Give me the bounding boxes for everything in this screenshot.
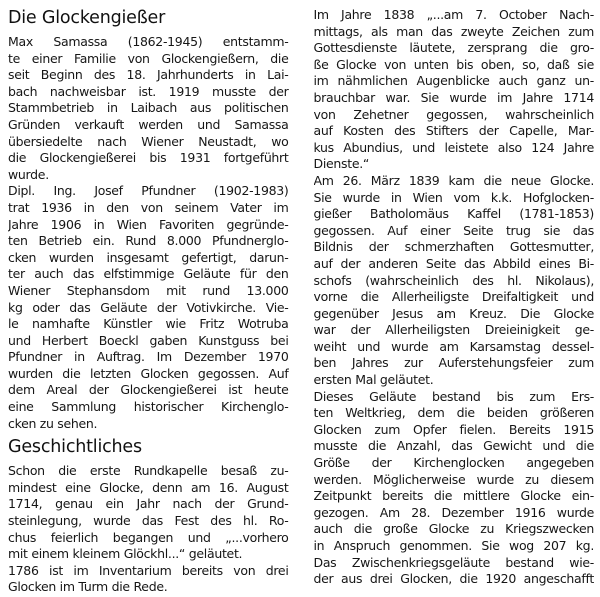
text-line: ersten Mal geläutet. [313,372,434,388]
text-line: Das Zwischenkriegsgeläute bestand wie- [313,554,594,570]
text-line: Pfundner in Auftrag. Im Dezember 1970 [8,349,289,365]
paragraph [314,7,595,173]
text-line: 1714, genau ein Jahr nach der Grund- [8,496,289,512]
text-line: trat 1936 in den von seinem Vater im [8,199,289,215]
text-line: übersiedelte nach Wiener Neustadt, wo [8,133,289,149]
text-line: kg oder das Geläute der Votivkirche. Vie- [8,299,289,315]
text-line: die Glockengießerei bis 1931 fortgeführt [8,150,289,166]
text-line: schofs (wahrscheinlich des hl. Nikolaus), [313,272,594,288]
text-line: der aus drei Glocken, die 1920 angeschafft [313,571,594,587]
text-line: Größe der Kirchenglocken angegeben [313,455,594,471]
text-line: Sie wurde in Wien vom k.k. Hofglocken- [313,189,594,205]
text-line: Gottesdienste läutete, zersprang die gro- [313,40,594,56]
text-line: und Herbert Boeckl gaben Kunstguss bei [8,332,289,348]
text-line: Wiener Stephansdom mit rund 13.000 [8,282,289,298]
text-line: auf der anderen Seite das Abbild eines Bi- [313,255,594,271]
text-line: war der Allerheiligsten Dreieinigkeit ge- [313,322,594,338]
text-line: Dienste.“ [313,156,370,172]
text-line: wurden die letzten Glocken gegossen. Auf [8,365,289,381]
text-line: eine Sammlung historischer Kirchenglo- [8,399,289,415]
text-line: vorne die Allerheiligste Dreifaltigkeit und [313,289,594,305]
text-line: Zeitpunkt bereits die mittlere Glocke ein- [313,488,594,504]
text-line: Dipl. Ing. Josef Pfundner (1902-1983) [8,183,289,199]
text-line: Dieses Geläute bestand bis zum Ers- [313,388,594,404]
text-line: musste die Anzahl, das Gewicht und die [313,438,594,454]
paragraph [8,34,289,183]
text-line: Glocken zum Opfer fielen. Bereits 1915 [313,421,594,437]
paragraph [8,463,289,563]
text-line: mittags, als man das zweyte Zeichen zum [313,23,594,39]
text-line: bach nachweisbar ist. 1919 musste der [8,83,289,99]
section-heading: Geschichtliches [8,437,142,458]
text-line: mit einem kleinem Glöckhl...“ geläutet. [8,546,243,562]
text-line: ben Jahres zur Auferstehungsfeier zum [313,355,594,371]
text-line: Schon die erste Rundkapelle besaß zu- [8,463,289,479]
text-line: von Zehetner gegossen, wahrscheinlich [313,106,594,122]
paragraph [314,173,595,389]
paragraph [8,563,289,596]
text-line: chus feierlich begangen und „...vorhero [8,529,289,545]
text-line: im nähmlichen Augenblicke auch ganz un- [313,73,594,89]
text-line: Glocken im Turm die Rede. [8,579,168,595]
text-line: te einer Familie von Glockengießern, die [8,50,289,66]
text-line: gegenüber Jesus am Kreuz. Die Glocke [313,305,594,321]
text-line: in Anspruch genommen. Sie wog 207 kg. [313,538,594,553]
text-line: kus Abundius, und leistete also 124 Jahre [313,139,594,155]
text-line: dem Areal der Glockengießerei ist heute [8,382,289,398]
text-line: auch die große Glocke zu Kriegszwecken [313,521,594,537]
text-line: ße Glocke von unten bis oben, so, daß sie [313,56,594,72]
text-line: Gründen verkauft werden und Samassa [8,116,289,132]
text-line: weiht und wurde am Karsamstag dessel- [313,338,594,354]
text-line: 1786 ist im Inventarium bereits von drei [8,562,289,578]
text-line: gegossen. Auf einer Seite trug sie das [313,222,594,238]
text-line: ten Betrieb ein. Rund 8.000 Pfundnerglo- [8,233,289,249]
text-column-left [8,7,289,597]
text-line: Jahre 1906 in Wien Favoriten gegründe- [8,216,289,232]
text-line: gießer Batholomäus Kaffel (1781-1853) [313,206,594,222]
text-line: cken wurden insgesamt gefertigt, darun- [8,249,289,265]
text-line: Am 26. März 1839 kam die neue Glocke. [313,172,594,188]
text-line: cken zu sehen. [8,415,98,431]
paragraph [8,183,289,432]
text-line: le namhafte Künstler wie Fritz Wotruba [8,316,289,332]
text-line: wurde. [8,166,49,182]
text-line: seit Beginn des 18. Jahrhunderts in Lai- [8,67,289,83]
paragraph [314,389,595,588]
text-line: steinlegung, wurde das Fest des hl. Ro- [8,513,289,529]
text-line: Stammbetrieb in Laibach aus politischen [8,100,289,116]
text-line: mindest eine Glocke, denn am 16. August [8,479,289,495]
text-line: brauchbar war. Sie wurde im Jahre 1714 [313,89,594,105]
text-line: Max Samassa (1862-1945) entstamm- [8,34,289,49]
text-line: auf Kosten des Stifters der Capelle, Mar- [313,123,594,139]
section-heading: Die Glockengießer [8,8,166,28]
text-line: gezogen. Am 28. Dezember 1916 wurde [313,504,594,520]
text-column-right [314,7,595,597]
text-line: ter auch das elfstimmige Geläute für den [8,266,289,282]
text-line: Im Jahre 1838 „...am 7. October Nach- [313,7,594,22]
text-line: werden. Möglicherweise wurde zu diesem [313,471,594,487]
text-line: Bildnis der schmerzhaften Gottesmutter, [313,239,594,255]
text-line: ten Weltkrieg, dem die beiden größeren [313,405,594,421]
